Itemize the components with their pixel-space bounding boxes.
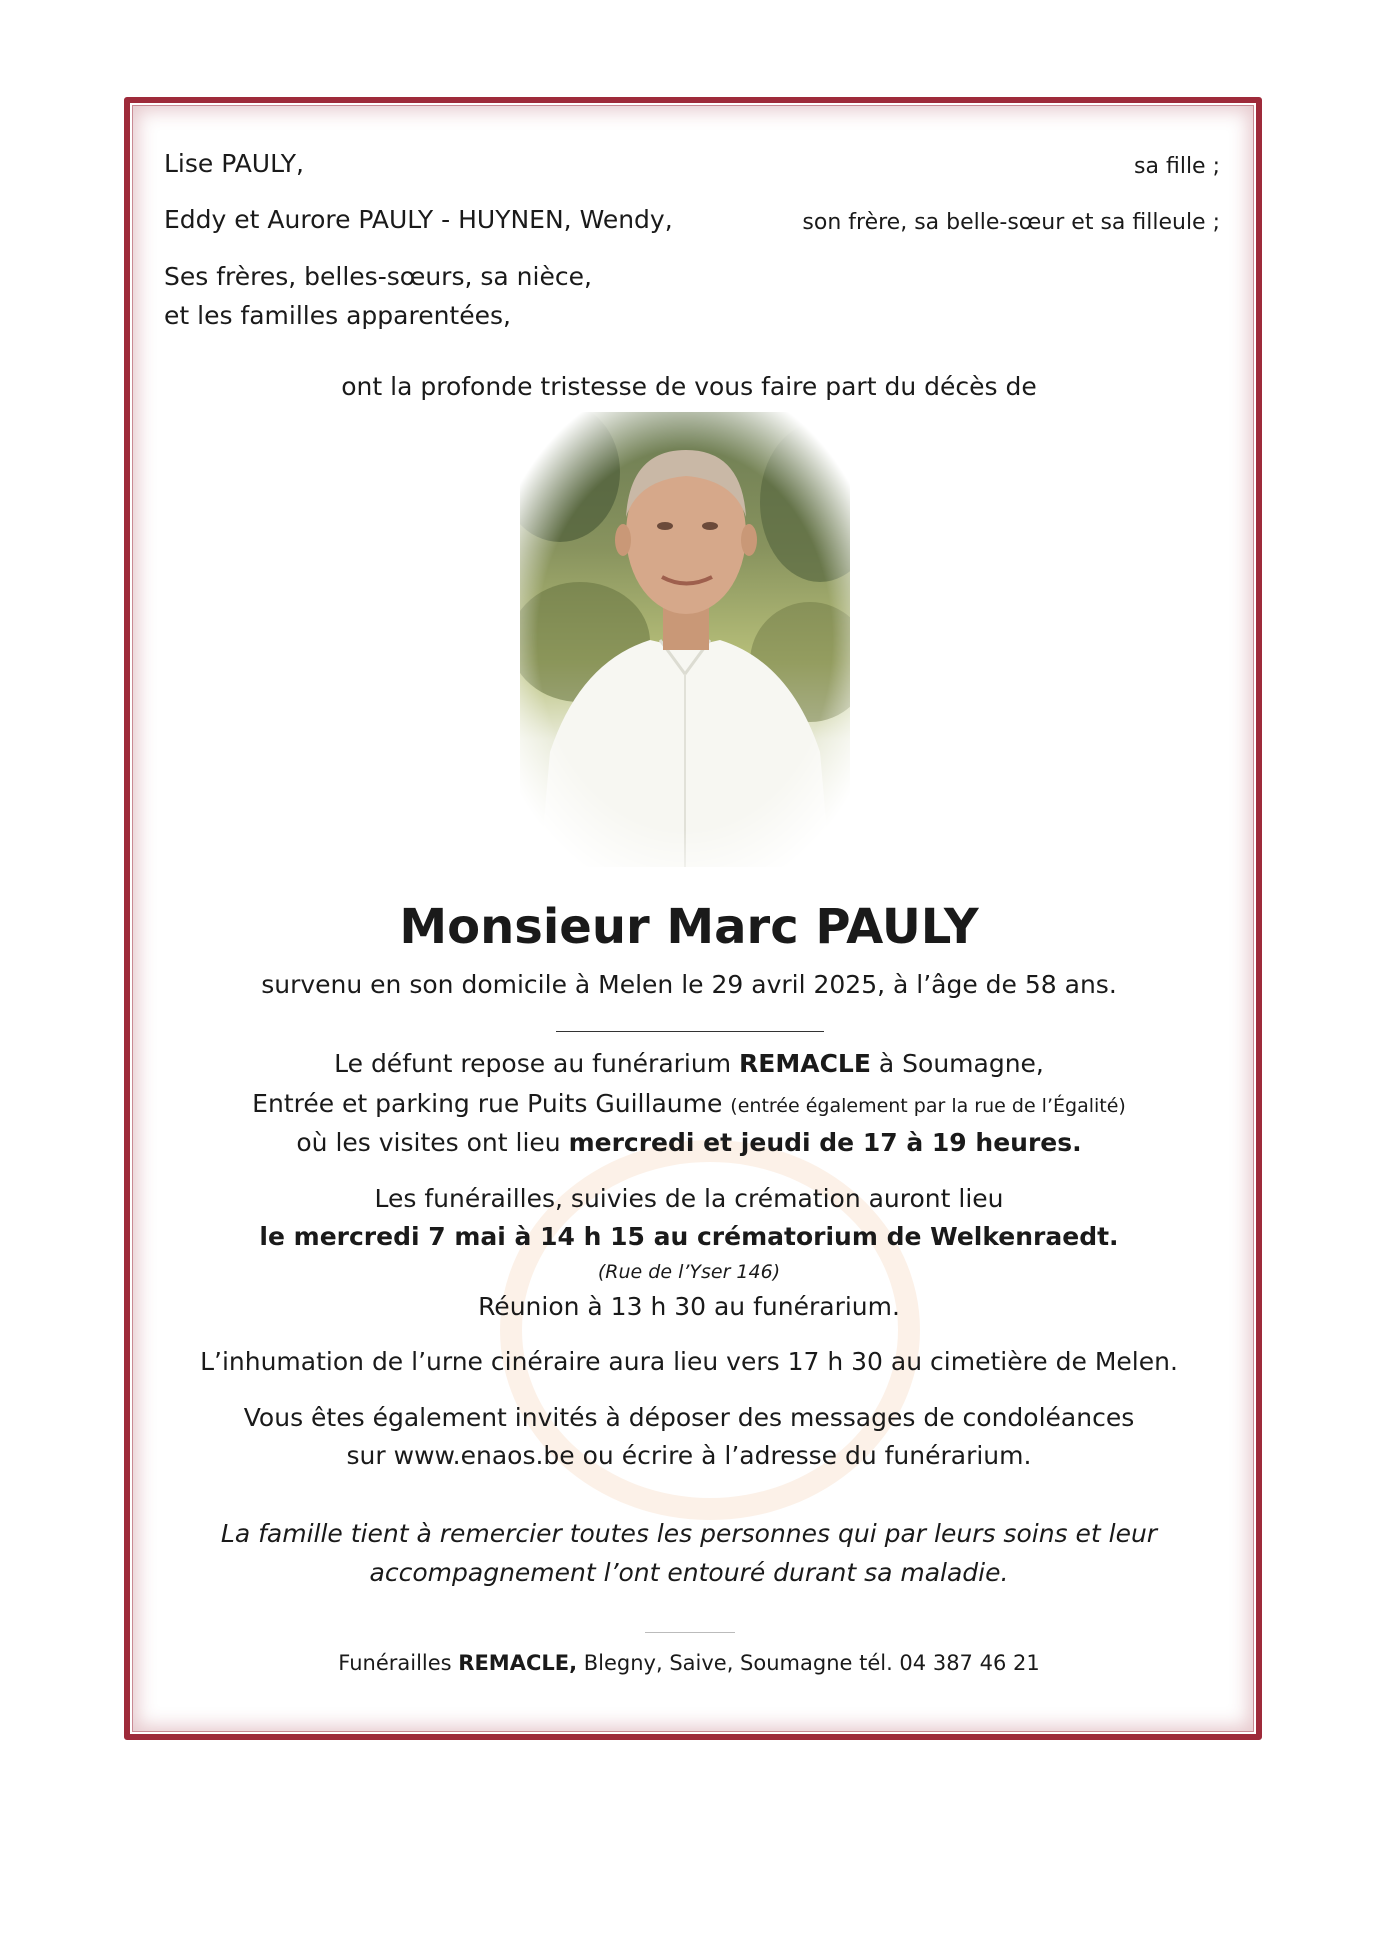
repose-line-2: Entrée et parking rue Puits Guillaume (entrée également par la rue de l’Égalité): [252, 1089, 1126, 1118]
deceased-name: Monsieur Marc PAULY: [399, 899, 979, 955]
condolences-line-2: sur www.enaos.be ou écrire à l’adresse du funérarium.: [346, 1441, 1032, 1470]
footer-divider: [645, 1632, 735, 1633]
funeral-reunion: Réunion à 13 h 30 au funérarium.: [478, 1292, 900, 1321]
family-line-1: Lise PAULY,: [164, 149, 304, 178]
family-relation-1: sa fille ;: [1134, 154, 1220, 179]
repose-line-1: Le défunt repose au funérarium REMACLE à Soumagne,: [334, 1049, 1044, 1078]
divider: [556, 1031, 824, 1032]
portrait-photo: [520, 412, 850, 867]
footer-funeral-home: Funérailles REMACLE, Blegny, Saive, Soumagne tél. 04 387 46 21: [338, 1651, 1040, 1675]
family-relation-2: son frère, sa belle-sœur et sa filleule ;: [802, 210, 1220, 235]
inhumation-text: L’inhumation de l’urne cinéraire aura lieu vers 17 h 30 au cimetière de Melen.: [200, 1347, 1178, 1376]
repose-line-3: où les visites ont lieu mercredi et jeudi de 17 à 19 heures.: [296, 1128, 1082, 1157]
thanks-line-1: La famille tient à remercier toutes les personnes qui par leurs soins et leur: [220, 1519, 1158, 1548]
family-line-2: Eddy et Aurore PAULY - HUYNEN, Wendy,: [164, 205, 673, 234]
funeral-line-1: Les funérailles, suivies de la crémation auront lieu: [374, 1184, 1004, 1213]
announcement: ont la profonde tristesse de vous faire part du décès de: [341, 372, 1037, 401]
funeral-address: (Rue de l’Yser 146): [597, 1261, 781, 1283]
deceased-details: survenu en son domicile à Melen le 29 avril 2025, à l’âge de 58 ans.: [261, 970, 1117, 999]
family-line-3: Ses frères, belles-sœurs, sa nièce,: [164, 262, 592, 291]
family-line-4: et les familles apparentées,: [164, 301, 511, 330]
condolences-line-1: Vous êtes également invités à déposer des messages de condoléances: [243, 1403, 1135, 1432]
funeral-line-2: le mercredi 7 mai à 14 h 15 au crématorium de Welkenraedt.: [259, 1222, 1119, 1251]
thanks-line-2: accompagnement l’ont entouré durant sa maladie.: [369, 1558, 1009, 1587]
